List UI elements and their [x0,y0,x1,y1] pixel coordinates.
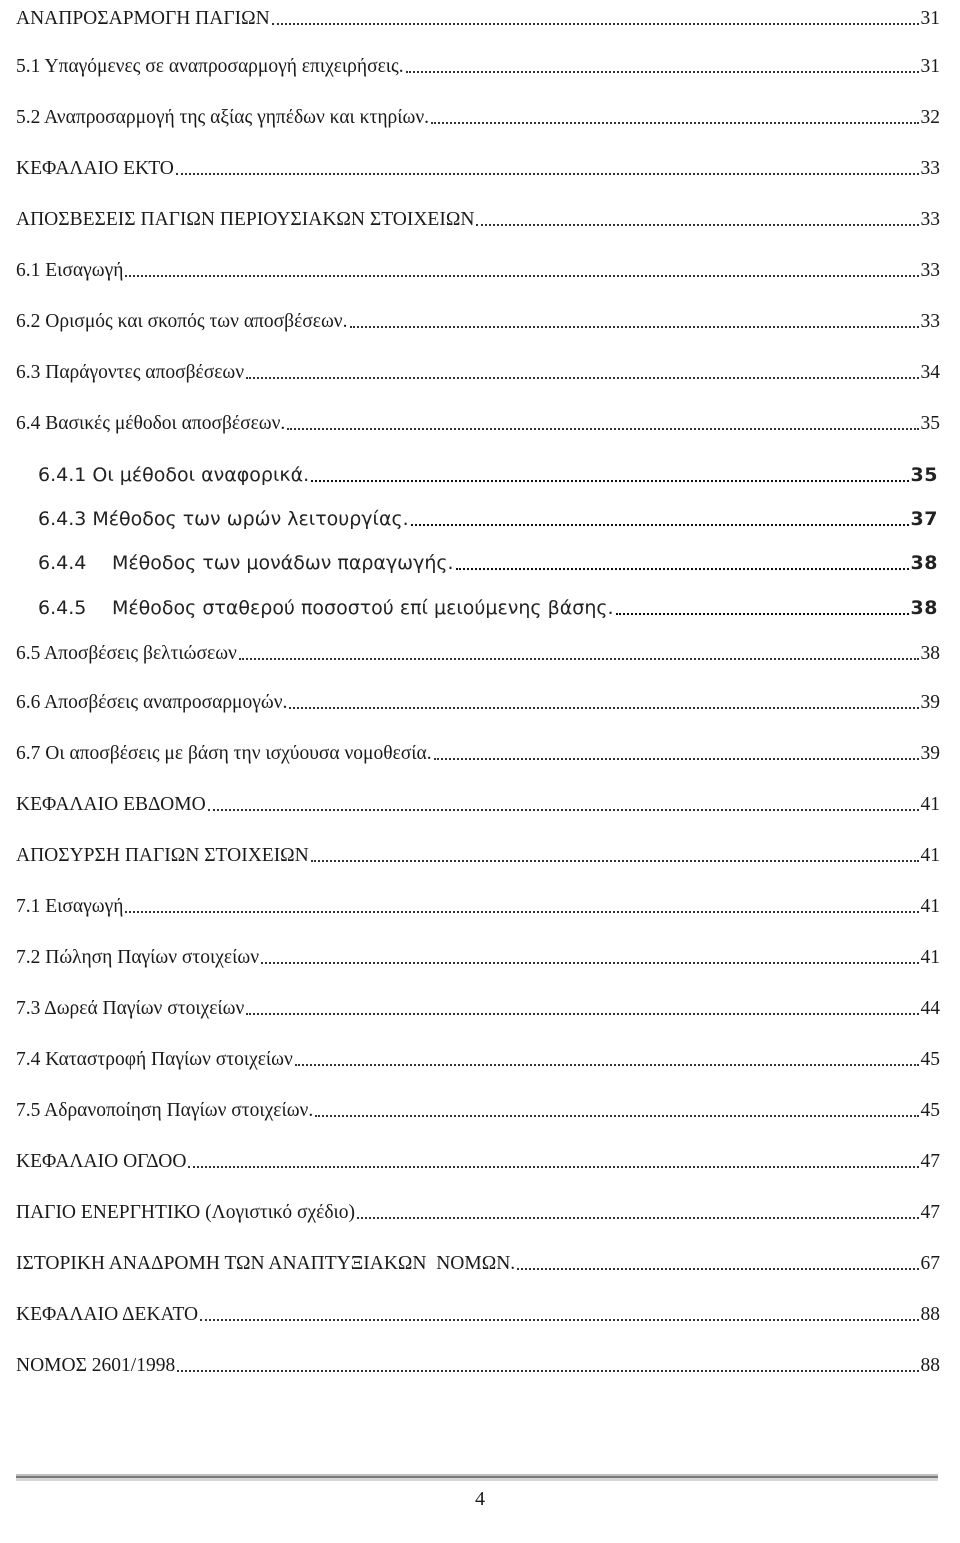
dot-leader [289,707,918,709]
toc-entry[interactable] [16,1143,940,1173]
toc-entry[interactable] [16,684,940,714]
toc-entry-page: 88 [920,1355,940,1376]
toc-entry[interactable] [16,48,940,78]
toc-subentry-page: 38 [910,552,938,574]
toc-entry-page: 47 [920,1202,940,1223]
toc-entry[interactable] [16,99,940,129]
toc-subentry-title: Οι μέθοδοι αναφορικά. [92,464,310,486]
dot-leader [261,962,918,964]
toc-entry-title: 7.4 Καταστροφή Παγίων στοιχείων [16,1049,293,1070]
toc-entry-title: ΚΕΦΑΛΑΙΟ ΕΚΤΟ [16,158,174,179]
toc-subentry[interactable] [38,456,938,486]
toc-entry[interactable] [16,786,940,816]
toc-subentry-page: 37 [910,508,938,530]
page-number: 4 [475,1488,485,1510]
dot-leader [272,23,919,25]
toc-entry[interactable] [16,354,940,384]
dot-leader [176,173,919,175]
toc-entry-title: 6.6 Αποσβέσεις αναπροσαρμογών. [16,692,288,713]
toc-subentry-number: 6.4.4 [38,552,87,574]
dot-leader [311,860,919,862]
dot-leader [246,1013,918,1015]
toc-entry-title: 6.7 Οι αποσβέσεις με βάση την ισχύουσα νομοθεσία. [16,743,432,764]
toc-entry[interactable] [16,837,940,867]
dot-leader [476,224,918,226]
toc-entry-page: 39 [920,743,940,764]
toc-entry-title: 6.4 Βασικές μέθοδοι αποσβέσεων. [16,413,286,434]
dot-leader [295,1064,919,1066]
dot-leader [208,809,919,811]
toc-entry-page: 35 [920,413,940,434]
toc-entry[interactable] [16,1296,940,1326]
toc-entry[interactable] [16,635,940,665]
toc-entry-page: 39 [920,692,940,713]
toc-entry[interactable] [16,405,940,435]
toc-entry-title: ΚΕΦΑΛΑΙΟ ΔΕΚΑΤΟ [16,1304,199,1325]
toc-entry[interactable] [16,1092,940,1122]
toc-entry-title: 7.1 Εισαγωγή [16,896,124,917]
toc-subentry-number: 6.4.5 [38,597,87,619]
toc-entry[interactable] [16,252,940,282]
toc-entry[interactable] [16,888,940,918]
dot-leader [177,1370,918,1372]
dot-leader [350,326,919,328]
toc-subentry-title: Μέθοδος των μονάδων παραγωγής. [112,552,454,574]
dot-leader [616,613,909,615]
toc-entry-title: 7.2 Πώληση Παγίων στοιχείων [16,947,260,968]
dot-leader [246,377,918,379]
toc-entry[interactable] [16,1347,940,1377]
toc-subentry[interactable] [38,544,938,574]
dot-leader [456,568,909,570]
toc-entry-title: ΠΑΓΙΟ ΕΝΕΡΓΗΤΙΚΟ (Λογιστικό σχέδιο) [16,1202,355,1223]
dot-leader [188,1166,918,1168]
toc-subentry[interactable] [38,500,938,530]
dot-leader [287,428,918,430]
toc-entry-title: 6.3 Παράγοντες αποσβέσεων [16,362,245,383]
toc-entry-page: 44 [920,998,940,1019]
toc-subentry-page: 35 [910,464,938,486]
toc-entry-title: ΑΠΟΣΥΡΣΗ ΠΑΓΙΩΝ ΣΤΟΙΧΕΙΩΝ [16,845,309,866]
toc-entry-page: 47 [920,1151,940,1172]
toc-subentry-title: Μέθοδος των ωρών λειτουργίας. [92,508,409,530]
dot-leader [239,658,919,660]
toc-entry[interactable] [16,201,940,231]
dot-leader [517,1268,918,1270]
toc-entry-page: 41 [920,845,940,866]
toc-entry-page: 45 [920,1049,940,1070]
toc-entry-title: ΚΕΦΑΛΑΙΟ ΕΒΔΟΜΟ [16,794,206,815]
toc-entry-page: 31 [920,8,940,29]
toc-entry-page: 33 [920,311,940,332]
toc-entry-page: 32 [920,107,940,128]
toc-entry-title: ΑΝΑΠΡΟΣΑΡΜΟΓΗ ΠΑΓΙΩΝ [16,8,270,29]
toc-entry-page: 31 [920,56,940,77]
dot-leader [411,524,909,526]
toc-entry[interactable] [16,303,940,333]
toc-entry-title: 6.5 Αποσβέσεις βελτιώσεων [16,643,237,664]
toc-entry-page: 34 [920,362,940,383]
toc-subentry-number: 6.4.1 [38,464,87,486]
toc-entry[interactable] [16,150,940,180]
toc-entry[interactable] [16,0,940,30]
dot-leader [434,758,919,760]
toc-entry-title: ΙΣΤΟΡΙΚΗ ΑΝΑΔΡΟΜΗ ΤΩΝ ΑΝΑΠΤΥΞΙΑΚΩΝ ΝΟΜΩΝ. [16,1253,516,1274]
toc-subentry[interactable] [38,589,938,619]
toc-entry-page: 67 [920,1253,940,1274]
toc-entry-title: ΑΠΟΣΒΕΣΕΙΣ ΠΑΓΙΩΝ ΠΕΡΙΟΥΣΙΑΚΩΝ ΣΤΟΙΧΕΙΩΝ [16,209,475,230]
toc-entry-page: 33 [920,158,940,179]
toc-entry-title: 5.1 Υπαγόμενες σε αναπροσαρμογή επιχειρήσεις. [16,56,404,77]
toc-entry-title: 7.3 Δωρεά Παγίων στοιχείων [16,998,245,1019]
toc-entry-page: 41 [920,947,940,968]
toc-entry-title: 5.2 Αναπροσαρμογή της αξίας γηπέδων και κτηρίων. [16,107,430,128]
toc-entry-page: 45 [920,1100,940,1121]
dot-leader [357,1217,919,1219]
toc-subentry-number: 6.4.3 [38,508,87,530]
footer-divider [16,1474,938,1481]
toc-entry-title: 7.5 Αδρανοποίηση Παγίων στοιχείων. [16,1100,314,1121]
dot-leader [315,1115,918,1117]
toc-entry-page: 33 [920,209,940,230]
toc-entry[interactable] [16,735,940,765]
toc-entry[interactable] [16,990,940,1020]
dot-leader [406,71,919,73]
toc-entry[interactable] [16,1245,940,1275]
toc-entry-page: 41 [920,794,940,815]
toc-entry-title: ΝΟΜΟΣ 2601/1998 [16,1355,176,1376]
toc-entry-page: 88 [920,1304,940,1325]
toc-entry[interactable] [16,1194,940,1224]
dot-leader [431,122,918,124]
toc-subentry-title: Μέθοδος σταθερού ποσοστού επί μειούμενης βάσης. [112,597,614,619]
toc-subentry-page: 38 [910,597,938,619]
toc-entry-page: 38 [920,643,940,664]
toc-entry-title: 6.2 Ορισμός και σκοπός των αποσβέσεων. [16,311,348,332]
toc-entry-page: 33 [920,260,940,281]
toc-entry[interactable] [16,939,940,969]
dot-leader [200,1319,918,1321]
toc-entry-title: 6.1 Εισαγωγή [16,260,124,281]
toc-entry-page: 41 [920,896,940,917]
toc-entry-title: ΚΕΦΑΛΑΙΟ ΟΓΔΟΟ [16,1151,187,1172]
dot-leader [125,911,918,913]
dot-leader [125,275,918,277]
toc-entry[interactable] [16,1041,940,1071]
dot-leader [311,480,908,482]
